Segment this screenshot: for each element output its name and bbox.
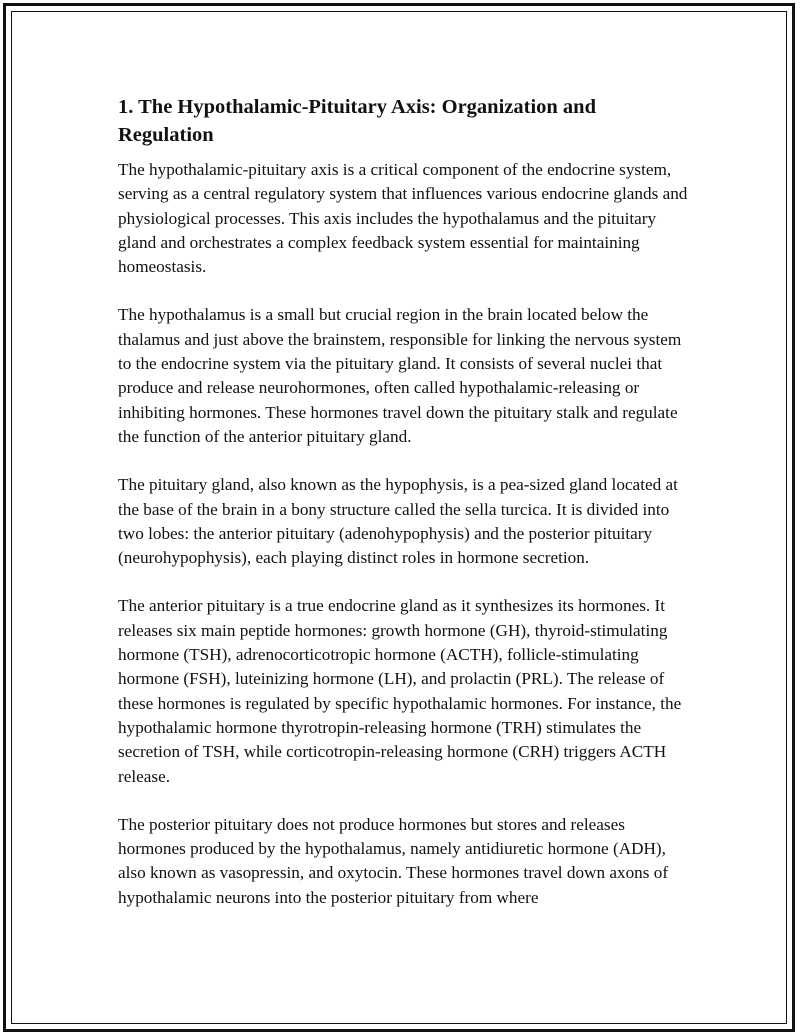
paragraph-posterior-pituitary: The posterior pituitary does not produce hormones but stores and releases hormones produced by the hypothalamus, namely antidiuretic hormone (ADH), also known as vasopressin, and oxytocin. These hormones travel down axons of hypothalamic neurons into the posterior pituitary from where (118, 814, 669, 907)
document-body (118, 93, 692, 934)
paragraph-hypothalamus: The hypothalamus is a small but crucial region in the brain located below the thalamus and just above the brainstem, responsible for linking the nervous system to the endocrine system via the pituitary gland. It consists of several nuclei that produce and release neurohormones, often called hypothalamic-releasing or inhibiting hormones. These hormones travel down the pituitary stalk and regulate the function of the anterior pituitary gland. (118, 305, 682, 446)
section-heading: 1. The Hypothalamic-Pituitary Axis: Organization and Regulation (118, 96, 596, 146)
paragraph-pituitary-gland: The pituitary gland, also known as the hypophysis, is a pea-sized gland located at the base of the brain in a bony structure called the sella turcica. It is divided into two lobes: the anterior pituitary (adenohypophysis) and the posterior pituitary (neurohypophysis), each playing distinct roles in hormone secretion. (118, 475, 678, 568)
paragraph-anterior-pituitary: The anterior pituitary is a true endocrine gland as it synthesizes its hormones. It releases six main peptide hormones: growth hormone (GH), thyroid-stimulating hormone (TSH), adrenocorticotropic hormone (ACTH), follicle-stimulating hormone (FSH), luteinizing hormone (LH), and prolactin (PRL). The release of these hormones is regulated by specific hypothalamic hormones. For instance, the hypothalamic hormone thyrotropin-releasing hormone (TRH) stimulates the secretion of TSH, while corticotropin-releasing hormone (CRH) triggers ACTH release. (118, 596, 682, 786)
paragraph-axis-overview: The hypothalamic-pituitary axis is a critical component of the endocrine system, serving as a central regulatory system that influences various endocrine glands and physiological processes. This axis includes the hypothalamus and the pituitary gland and orchestrates a complex feedback system essential for maintaining homeostasis. (118, 160, 688, 277)
